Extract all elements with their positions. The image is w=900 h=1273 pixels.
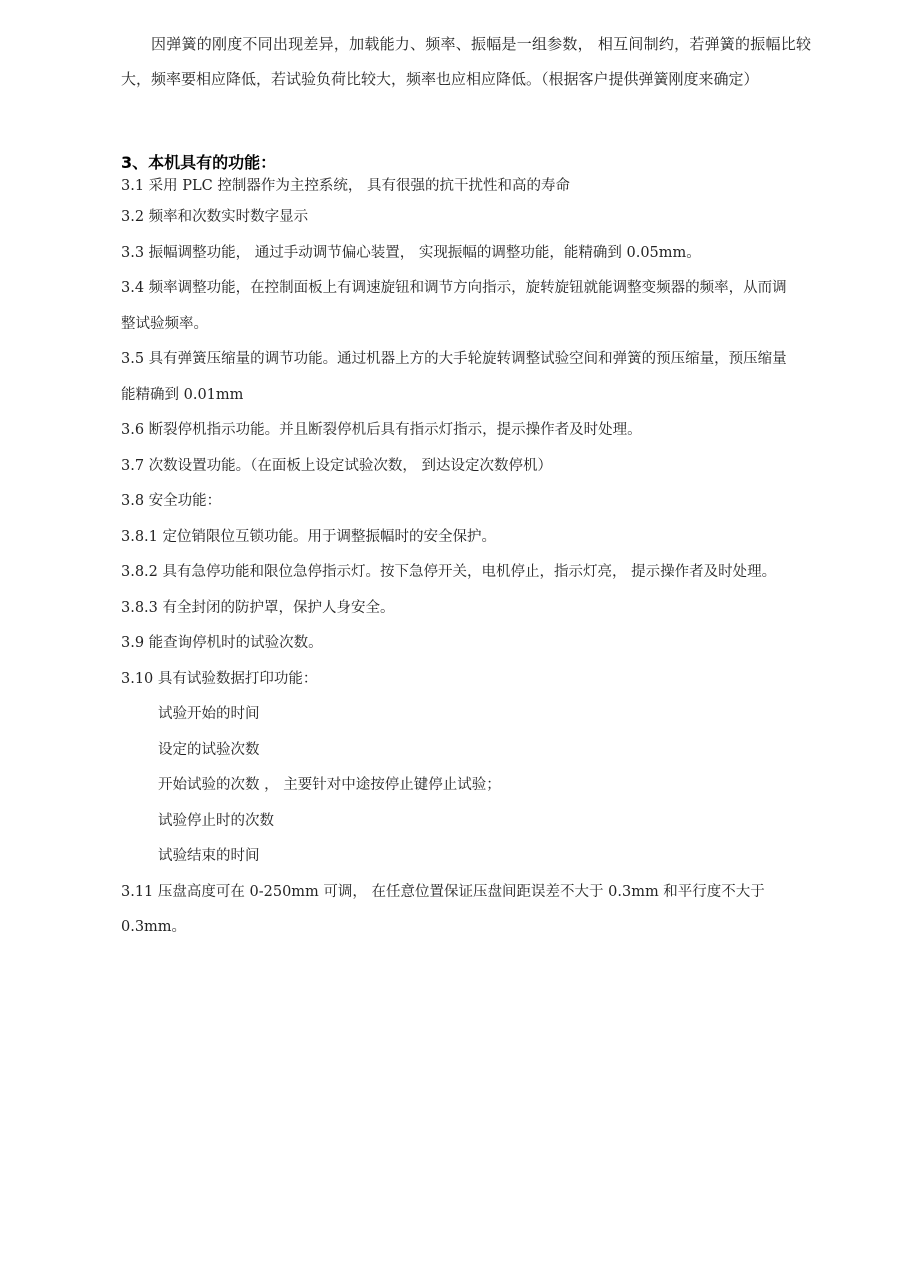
feature-item-3-9: 3.9 能查询停机时的试验次数。 [121,635,323,651]
feature-item-3-7: 3.7 次数设置功能。（在面板上设定试验次数， 到达设定次数停机） [121,457,553,474]
feature-item-3-4: 3.4 频率调整功能，在控制面板上有调速旋钮和调节方向指示，旋转旋钮就能调整变频器的频率，从而调整试验频率。 [121,280,787,332]
feature-item-3-3: 3.3 振幅调整功能， 通过手动调节偏心装置， 实现振幅的调整功能，能精确到 0.05mm。 [121,244,701,261]
feature-item-3-8-2: 3.8.2 具有急停功能和限位急停指示灯。按下急停开关，电机停止，指示灯亮， 提示操作者及时处理。 [121,564,777,580]
print-item-end-time: 试验结束的时间 [158,848,260,864]
print-item-set-count: 设定的试验次数 [158,741,260,758]
feature-item-3-11: 3.11 压盘高度可在 0-250mm 可调， 在任意位置保证压盘间距误差不大于 0.3mm 和平行度不大于 0.3mm。 [121,883,765,935]
feature-item-3-5: 3.5 具有弹簧压缩量的调节功能。通过机器上方的大手轮旋转调整试验空间和弹簧的预压缩量，预压缩量能精确到 0.01mm [121,351,787,403]
feature-item-3-8-1: 3.8.1 定位销限位互锁功能。用于调整振幅时的安全保护。 [121,528,497,545]
section-heading: 3、本机具有的功能： [121,153,277,172]
print-item-start-count: 开始试验的次数 ， 主要针对中途按停止键停止试验； [158,777,501,793]
feature-item-3-8-3: 3.8.3 有全封闭的防护罩，保护人身安全。 [121,599,395,616]
feature-item-3-1: 3.1 采用 PLC 控制器作为主控系统， 具有很强的抗干扰性和高的寿命 [121,178,570,194]
feature-item-3-2: 3.2 频率和次数实时数字显示 [121,209,309,225]
feature-item-3-10: 3.10 具有试验数据打印功能： [121,670,318,687]
feature-list [121,172,801,946]
print-item-start-time: 试验开始的时间 [158,706,260,722]
print-item-stop-count: 试验停止时的次数 [158,812,274,829]
intro-paragraph: 因弹簧的刚度不同出现差异，加载能力、频率、振幅是一组参数， 相互间制约，若弹簧的振幅比较大，频率要相应降低，若试验负荷比较大，频率也应相应降低。（根据客户提供弹簧刚度来确定） [121,35,811,88]
feature-item-3-6: 3.6 断裂停机指示功能。并且断裂停机后具有指示灯指示，提示操作者及时处理。 [121,422,642,438]
feature-item-3-8: 3.8 安全功能： [121,493,222,509]
